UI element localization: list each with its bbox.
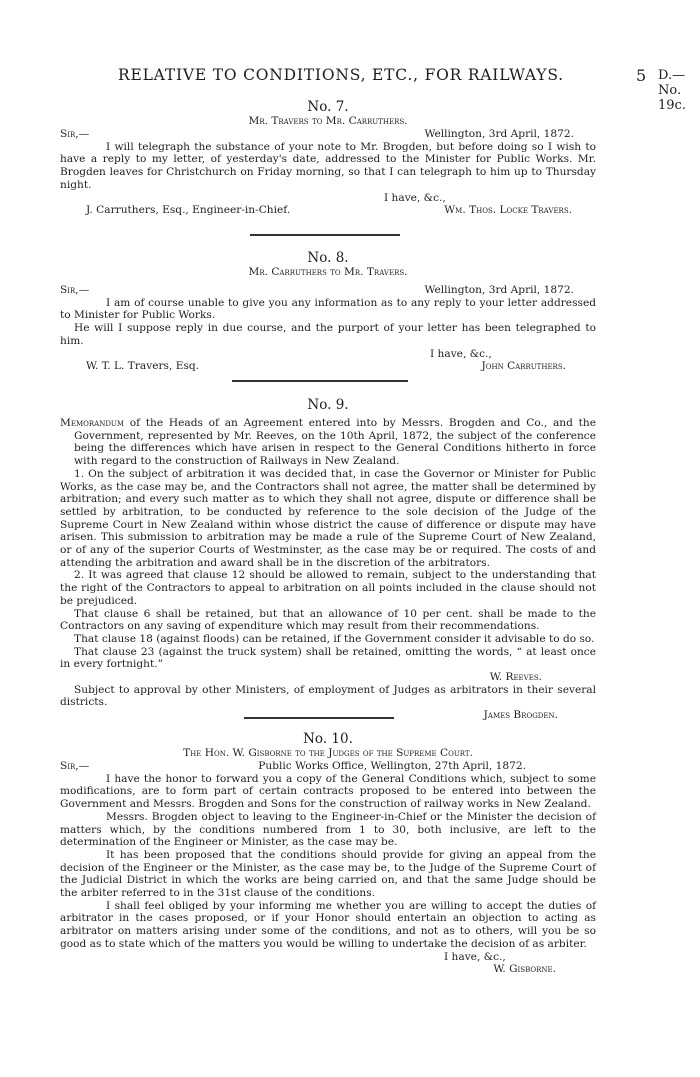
dateline: Public Works Office, Wellington, 27th April, 1872. — [258, 759, 526, 772]
letter-body: I am of course unable to give you any information as to any reply to your letter addressed to Minister for Public Works. — [60, 296, 596, 322]
memorandum-para: Subject to approval by other Ministers, of employment of Judges as arbitrators in their several districts. — [60, 683, 596, 709]
dateline: Wellington, 3rd April, 1872. — [424, 283, 574, 296]
memorandum-para: 1. On the subject of arbitration it was decided that, in case the Governor or Minister for Public Works, as the case may be, and the Contractors shall not agree, the matter shall be determined by arbitration; and every such matter as to which they shall not agree, dispute or difference shall be settled by arbitration, to be conducted by reference to the sole decision of the Judge of the Supreme Court in New Zealand within whose district the cause of difference or dispute may have arisen. This submission to arbitration may be made a rule of the Supreme Court of New Zealand, or of any of the superior Courts of Westminster, as the case may be or required. The costs of and attending the arbitration and award shall be in the discretion of the arbitrators. — [60, 467, 596, 569]
closing: I have, &c., — [430, 347, 492, 360]
memorandum-no9 — [60, 397, 596, 722]
memorandum-para: 2. It was agreed that clause 12 should be allowed to remain, subject to the understanding that the right of the Contractors to appeal to arbitration on all points included in the clause should not be prejudiced. — [60, 569, 596, 607]
signature: John Carruthers. — [481, 360, 566, 373]
addressee: W. T. L. Travers, Esq. — [86, 360, 200, 373]
salutation: Sir,— — [60, 283, 90, 296]
salutation-line — [60, 760, 596, 773]
running-title: RELATIVE TO CONDITIONS, ETC., FOR RAILWAYS. — [118, 66, 564, 84]
letter-body: It has been proposed that the conditions should provide for giving an appeal from the decision of the Engineer or the Minister, as the case may be, to the Judge of the Supreme Court of the Judicial District in which the works are being carried on, and that the same Judge should be the arbiter referred to in the 31st clause of the conditions. — [60, 848, 596, 900]
signature-line — [60, 360, 596, 373]
letter-body: I have the honor to forward you a copy of the General Conditions which, subject to some modifications, are to form part of certain contracts proposed to be entered into between the Government and Messrs. Brogden and Sons for the construction of railway works in New Zealand. — [60, 772, 596, 811]
signature: James Brogden. — [483, 709, 558, 722]
memorandum-para: That clause 18 (against floods) can be retained, if the Government consider it advisable to do so. — [74, 632, 595, 645]
document-reference: D.—No. 19c. — [658, 68, 686, 113]
memorandum-intro — [60, 417, 596, 468]
dateline: Wellington, 3rd April, 1872. — [424, 127, 574, 140]
salutation-line — [60, 284, 596, 297]
signature: W. Reeves. — [489, 671, 542, 684]
signature: W. Gisborne. — [493, 963, 556, 976]
letter-subtitle: The Hon. W. Gisborne to the Judges of the Supreme Court. — [183, 747, 473, 759]
signature-line — [60, 204, 596, 217]
letter-body-continued: He will I suppose reply in due course, and the purport of your letter has been telegraphed to him. — [60, 322, 596, 347]
section-divider — [232, 380, 408, 382]
signature: Wm. Thos. Locke Travers. — [444, 204, 572, 217]
closing: I have, &c., — [384, 191, 446, 204]
letter-number: No. 8. — [307, 250, 349, 266]
memorandum-para: That clause 6 shall be retained, but that an allowance of 10 per cent. shall be made to the Contractors on any saving of expenditure which may result from their recommendations. — [60, 607, 596, 633]
salutation: Sir,— — [60, 127, 90, 140]
memorandum-para: That clause 23 (against the truck system) shall be retained, omitting the words, “ at least once in every fortnight.” — [60, 645, 596, 671]
salutation: Sir,— — [60, 759, 90, 772]
letter-no8 — [60, 250, 596, 373]
letter-no10 — [60, 731, 596, 976]
letter-number: No. 7. — [307, 99, 349, 115]
letter-subtitle: Mr. Carruthers to Mr. Travers. — [248, 266, 408, 278]
salutation-line — [60, 128, 596, 141]
section-divider — [244, 717, 394, 719]
addressee: J. Carruthers, Esq., Engineer-in-Chief. — [86, 204, 291, 217]
memorandum-intro-text: of the Heads of an Agreement entered into by Messrs. Brogden and Co., and the Government, represented by Mr. Reeves, on the 10th April, 1872, the subject of the conference being the differences which have arisen in respect to the General Conditions hitherto in force with regard to the construction of Railways in New Zealand. — [74, 417, 596, 468]
letter-body: I shall feel obliged by your informing me whether you are willing to accept the duties of arbitrator in the cases proposed, or if your Honor should entertain an objection to acting as arbitrator on matters arising under some of the conditions, and not as to others, will you be so good as to state which of the matters you would be willing to undertake the decision of as arbiter. — [60, 899, 596, 950]
letter-body: Messrs. Brogden object to leaving to the Engineer-in-Chief or the Minister the decision of matters which, by the conditions numbered from 1 to 30, both inclusive, are left to the determination of the Engineer or Minister, as the case may be. — [60, 810, 596, 849]
letter-number: No. 9. — [307, 397, 349, 413]
memorandum-lead: Memorandum — [60, 417, 124, 429]
page-number: 5 — [636, 66, 647, 85]
letter-no7 — [60, 99, 596, 217]
section-divider — [250, 234, 400, 236]
letter-number: No. 10. — [303, 731, 353, 747]
closing: I have, &c., — [444, 950, 506, 963]
letter-subtitle: Mr. Travers to Mr. Carruthers. — [248, 115, 408, 127]
letter-body: I will telegraph the substance of your note to Mr. Brogden, but before doing so I wish to have a reply to my letter, of yesterday's date, addressed to the Minister for Public Works. Mr. Brogden leaves for Christchurch on Friday morning, so that I can telegraph to him up to Thursday night. — [60, 140, 596, 191]
